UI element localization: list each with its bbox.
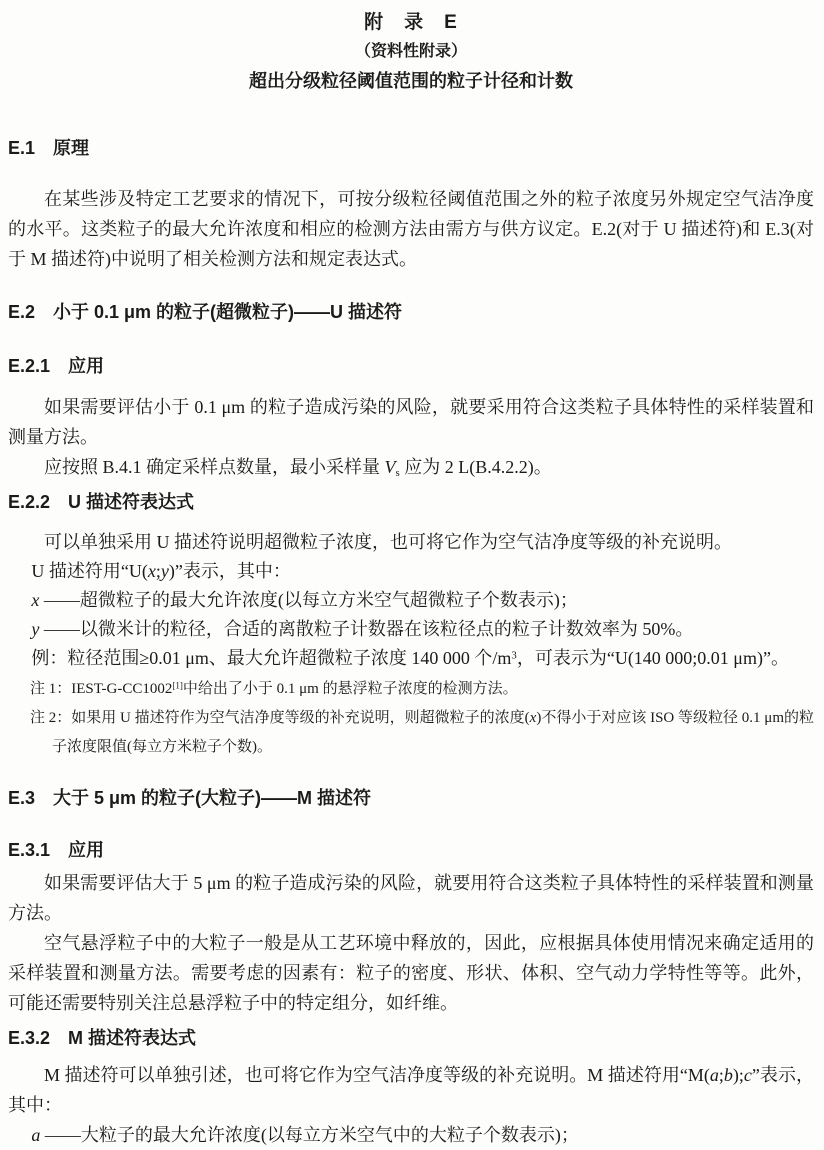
u-descriptor-definition-y: y ——以微米计的粒径，合适的离散粒子计数器在该粒径点的粒子计数效率为 50%。 xyxy=(31,619,694,639)
section-e31-heading: E.3.1 应用 xyxy=(8,840,105,860)
section-e1-heading: E.1 原理 xyxy=(8,138,90,158)
section-e2-heading: E.2 小于 0.1 μm 的粒子(超微粒子)——U 描述符 xyxy=(8,302,403,322)
u-descriptor-example-line: 例：粒径范围≥0.01 μm、最大允许超微粒子浓度 140 000 个$/m^3$，可表示为“U(140 000;0.01 μm)”。 xyxy=(31,648,789,668)
appendix-subject-title: 超出分级粒径阈值范围的粒子计径和计数 xyxy=(249,71,573,91)
section-e22-paragraph-1: 可以单独采用 U 描述符说明超微粒子浓度，也可将它作为空气洁净度等级的补充说明。 xyxy=(44,532,732,552)
u-descriptor-expression-line: U 描述符用“U(x;y)”表示，其中： xyxy=(31,561,291,581)
section-e22-body xyxy=(8,528,814,762)
section-e21-paragraph-2: 应按照 B.4.1 确定采样点数量，最小采样量 $V_s$ 应为 2 L(B.4.2.2)。 xyxy=(44,457,552,480)
m-descriptor-expression-paragraph: M 描述符可以单独引述，也可将它作为空气洁净度等级的补充说明。M 描述符用“M(a;b);c”表示，其中： xyxy=(8,1065,814,1115)
section-e21-heading: E.2.1 应用 xyxy=(8,356,105,376)
u-descriptor-definition-x: x ——超微粒子的最大允许浓度(以每立方米空气超微粒子个数表示)； xyxy=(31,590,578,610)
section-e22-notes xyxy=(8,675,814,762)
section-e31-paragraph-1: 如果需要评估大于 5 μm 的粒子造成污染的风险，就要用符合这类粒子具体特性的采样装置和测量方法。 xyxy=(8,873,814,923)
appendix-type-subtitle: （资料性附录） xyxy=(354,43,467,60)
section-e32-body xyxy=(8,1060,814,1150)
note-2: 注 2：如果用 U 描述符作为空气洁净度等级的补充说明，则超微粒子的浓度(x)不得小于对应该 ISO 等级粒径 0.1 μm的粒子浓度限值(每立方米粒子个数)。 xyxy=(30,710,814,755)
section-e1-paragraph: 在某些涉及特定工艺要求的情况下，可按分级粒径阈值范围之外的粒子浓度另外规定空气洁净度的水平。这类粒子的最大允许浓度和相应的检测方法由需方与供方议定。E.2(对于 U 描述符)和 E.3(对于 M 描述符)中说明了相关检测方法和规定表达式。 xyxy=(8,189,814,269)
note-1: 注 1：IEST-G-CC1002[1]中给出了小于 0.1 μm 的悬浮粒子浓度的检测方法。 xyxy=(30,680,518,697)
m-descriptor-definition-a: a ——大粒子的最大允许浓度(以每立方米空气中的大粒子个数表示)； xyxy=(31,1125,579,1145)
section-e21-paragraph-1: 如果需要评估小于 0.1 μm 的粒子造成污染的风险，就要采用符合这类粒子具体特性的采样装置和测量方法。 xyxy=(8,397,814,447)
section-e22-heading: E.2.2 U 描述符表达式 xyxy=(8,492,195,512)
section-e32-heading: E.3.2 M 描述符表达式 xyxy=(8,1028,197,1048)
section-e31-paragraph-2: 空气悬浮粒子中的大粒子一般是从工艺环境中释放的，因此，应根据具体使用情况来确定适用的采样装置和测量方法。需要考虑的因素有：粒子的密度、形状、体积、空气动力学特性等等。此外，可能还需要特别关注总悬浮粒子中的特定组分，如纤维。 xyxy=(8,933,814,1013)
appendix-title: 附 录 E xyxy=(364,12,458,33)
section-e3-heading: E.3 大于 5 μm 的粒子(大粒子)——M 描述符 xyxy=(8,788,372,808)
